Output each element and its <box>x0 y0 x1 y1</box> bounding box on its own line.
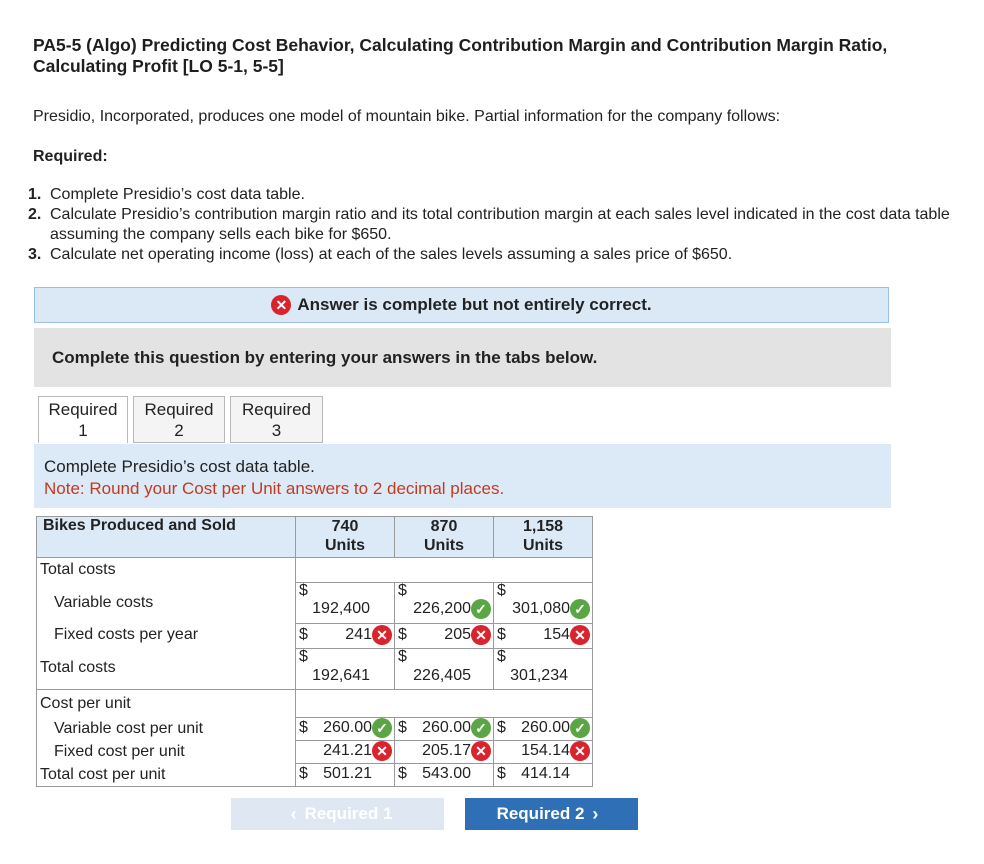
table-row <box>37 764 593 787</box>
row-label-cost-per-unit-heading: Cost per unit <box>37 689 296 718</box>
correct-check-icon: ✓ <box>471 718 491 738</box>
table-row <box>37 558 593 583</box>
total-cpu-value: $ 543.00 <box>395 764 494 787</box>
header-col-1: 740 Units <box>296 517 395 558</box>
total-costs-input[interactable]: $ 301,234 <box>494 648 593 689</box>
answer-status-banner: ✕ Answer is complete but not entirely correct. <box>34 287 889 323</box>
error-icon: ✕ <box>271 295 291 315</box>
correct-check-icon: ✓ <box>570 599 590 619</box>
header-col-3: 1,158 Units <box>494 517 593 558</box>
table-row <box>37 582 593 623</box>
fixed-costs-input[interactable]: $ 205 ✕ <box>395 623 494 648</box>
tab-required-2[interactable]: Required 2 <box>133 396 225 443</box>
correct-check-icon: ✓ <box>471 599 491 619</box>
tab-panel-header <box>34 444 891 508</box>
variable-cpu-input[interactable]: $ 260.00 ✓ <box>494 718 593 741</box>
panel-prompt: Complete Presidio’s cost data table. <box>44 457 315 476</box>
requirement-2: 2. Calculate Presidio’s contribution margin ratio and its total contribution margin at each sales level indicated in the cost data table assuming the company sells each bike for $650. <box>28 206 950 243</box>
cost-data-table <box>36 516 593 787</box>
incorrect-x-icon: ✕ <box>471 741 491 761</box>
variable-costs-input[interactable]: $ 226,200 ✓ <box>395 582 494 623</box>
next-required-2-button[interactable]: Required 2 › <box>465 798 638 830</box>
total-costs-input[interactable]: $ 192,641 <box>296 648 395 689</box>
incorrect-x-icon: ✕ <box>570 741 590 761</box>
incorrect-x-icon: ✕ <box>372 741 392 761</box>
fixed-costs-input[interactable]: $ 154 ✕ <box>494 623 593 648</box>
intro-text: Presidio, Incorporated, produces one model of mountain bike. Partial information for the company follows: <box>33 108 781 125</box>
table-header-row <box>37 517 593 558</box>
requirements-list <box>0 185 975 265</box>
variable-costs-input[interactable]: $ 192,400 <box>296 582 395 623</box>
row-label-total-costs-heading: Total costs <box>37 558 296 583</box>
variable-cpu-input[interactable]: $ 260.00 ✓ <box>296 718 395 741</box>
question-title: PA5-5 (Algo) Predicting Cost Behavior, Calculating Contribution Margin and Contribution Margin Ratio, Calculating Profit [LO 5-1, 5-5] <box>33 35 888 76</box>
prev-required-1-button[interactable]: ‹ Required 1 <box>231 798 444 830</box>
incorrect-x-icon: ✕ <box>471 625 491 645</box>
fixed-cpu-input[interactable]: 154.14 ✕ <box>494 741 593 764</box>
header-col-2: 870 Units <box>395 517 494 558</box>
table-row <box>37 623 593 648</box>
variable-costs-input[interactable]: $ 301,080 ✓ <box>494 582 593 623</box>
tab-required-3[interactable]: Required 3 <box>230 396 323 443</box>
requirement-3: 3. Calculate net operating income (loss) at each of the sales levels assuming a sales price of $650. <box>28 246 733 263</box>
tab-required-1[interactable]: Required 1 <box>38 396 128 443</box>
row-label-total-costs: Total costs <box>37 648 296 689</box>
fixed-cpu-input[interactable]: 205.17 ✕ <box>395 741 494 764</box>
incorrect-x-icon: ✕ <box>570 625 590 645</box>
row-label-total-cpu: Total cost per unit <box>37 764 296 787</box>
required-heading: Required: <box>33 148 108 165</box>
row-label-fixed-cpu: Fixed cost per unit <box>37 741 296 764</box>
row-label-fixed-costs: Fixed costs per year <box>37 623 296 648</box>
table-row <box>37 689 593 718</box>
table-row <box>37 718 593 741</box>
fixed-cpu-input[interactable]: 241.21 ✕ <box>296 741 395 764</box>
fixed-costs-input[interactable]: $ 241 ✕ <box>296 623 395 648</box>
total-cpu-value: $ 501.21 <box>296 764 395 787</box>
rounding-note: Note: Round your Cost per Unit answers to 2 decimal places. <box>44 479 505 498</box>
requirement-1: 1. Complete Presidio’s cost data table. <box>28 186 305 203</box>
total-costs-input[interactable]: $ 226,405 <box>395 648 494 689</box>
correct-check-icon: ✓ <box>372 718 392 738</box>
row-label-variable-costs: Variable costs <box>37 582 296 623</box>
chevron-right-icon: › <box>592 803 599 824</box>
chevron-left-icon: ‹ <box>290 803 297 824</box>
table-row <box>37 648 593 689</box>
correct-check-icon: ✓ <box>570 718 590 738</box>
instruction-bar: Complete this question by entering your answers in the tabs below. <box>34 328 891 387</box>
incorrect-x-icon: ✕ <box>372 625 392 645</box>
header-label: Bikes Produced and Sold <box>37 517 296 558</box>
variable-cpu-input[interactable]: $ 260.00 ✓ <box>395 718 494 741</box>
row-label-variable-cpu: Variable cost per unit <box>37 718 296 741</box>
total-cpu-value: $ 414.14 <box>494 764 593 787</box>
table-row <box>37 741 593 764</box>
